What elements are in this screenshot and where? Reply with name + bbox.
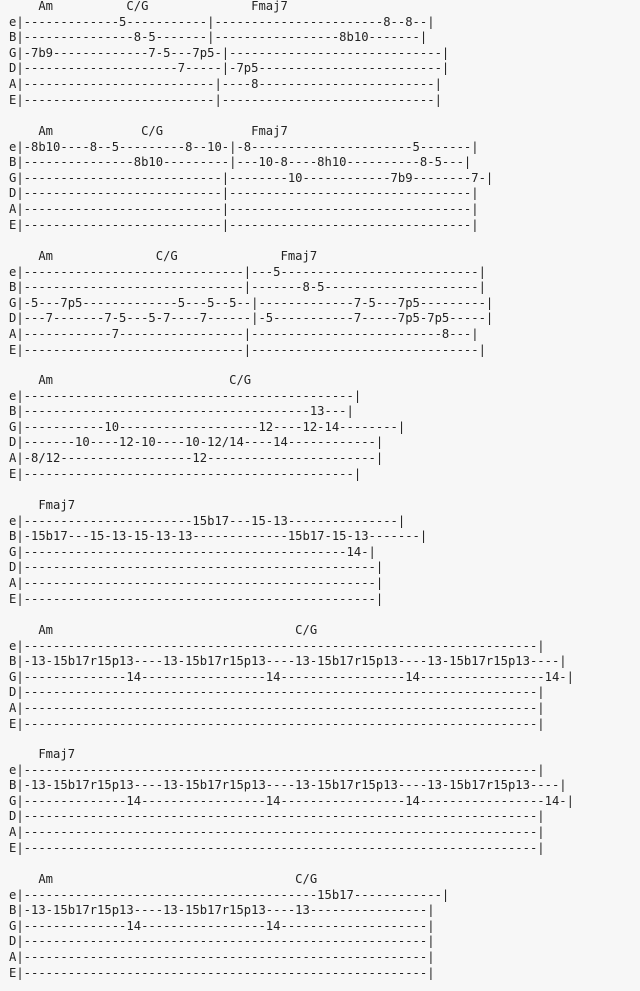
string-g: G|-7b9-------------7-5---7p5-|-----------------------------| <box>9 45 450 60</box>
string-b: B|------------------------------|-------8-5---------------------| <box>9 280 486 295</box>
string-e: e|----------------------------------------------------------------------| <box>9 762 545 777</box>
string-g: G|--------------14-----------------14-----------------14-----------------14-| <box>9 793 574 808</box>
string-g: G|-----------10-------------------12----12-14--------| <box>9 419 406 434</box>
string-a: A|-------------------------------------------------------| <box>9 949 435 964</box>
string-g: G|--------------------------------------------14-| <box>9 544 376 559</box>
string-d: D|---------------------------|---------------------------------| <box>9 186 479 201</box>
tab-block-7 <box>9 747 574 856</box>
string-low-e: E|-------------------------------------------------------| <box>9 965 435 980</box>
string-a: A|------------7-----------------|--------------------------8---| <box>9 326 479 341</box>
string-a: A|------------------------------------------------| <box>9 575 384 590</box>
tab-block-4 <box>9 373 405 482</box>
string-e: e|---------------------------------------------| <box>9 388 362 403</box>
string-a: A|-8/12------------------12-----------------------| <box>9 450 384 465</box>
string-g: G|--------------14-----------------14--------------------| <box>9 918 435 933</box>
string-a: A|---------------------------|---------------------------------| <box>9 201 479 216</box>
string-low-e: E|----------------------------------------------------------------------| <box>9 716 545 731</box>
string-low-e: E|------------------------------|-------------------------------| <box>9 342 486 357</box>
string-b: B|-13-15b17r15p13----13-15b17r15p13----13-15b17r15p13----13-15b17r15p13----| <box>9 778 567 793</box>
string-g: G|--------------14-----------------14-----------------14-----------------14-| <box>9 669 574 684</box>
chord-line: Am C/G <box>9 872 318 886</box>
chord-line: Fmaj7 <box>9 747 76 761</box>
tab-block-2 <box>9 124 493 233</box>
string-b: B|-13-15b17r15p13----13-15b17r15p13----13-15b17r15p13----13-15b17r15p13----| <box>9 654 567 669</box>
string-g: G|---------------------------|--------10------------7b9--------7-| <box>9 170 494 185</box>
string-low-e: E|----------------------------------------------------------------------| <box>9 840 545 855</box>
tab-block-5 <box>9 498 427 607</box>
string-e: e|----------------------------------------15b17------------| <box>9 887 450 902</box>
string-g: G|-5---7p5-------------5---5--5--|-------------7-5---7p5---------| <box>9 295 494 310</box>
string-b: B|-13-15b17r15p13----13-15b17r15p13----13----------------| <box>9 903 435 918</box>
string-e: e|-8b10----8--5---------8--10-|-8----------------------5-------| <box>9 139 479 154</box>
string-b: B|---------------8b10---------|---10-8----8h10----------8-5---| <box>9 155 472 170</box>
string-a: A|----------------------------------------------------------------------| <box>9 824 545 839</box>
chord-line: Am C/G Fmaj7 <box>9 249 318 263</box>
string-d: D|---------------------7-----|-7p5-------------------------| <box>9 61 450 76</box>
chord-line: Am C/G Fmaj7 <box>9 0 288 13</box>
string-d: D|------------------------------------------------| <box>9 560 384 575</box>
string-e: e|-----------------------15b17---15-13---------------| <box>9 513 406 528</box>
string-d: D|-------------------------------------------------------| <box>9 934 435 949</box>
chord-line: Am C/G <box>9 623 318 637</box>
string-e: e|------------------------------|---5---------------------------| <box>9 264 486 279</box>
string-low-e: E|--------------------------|-----------------------------| <box>9 92 442 107</box>
string-d: D|----------------------------------------------------------------------| <box>9 685 545 700</box>
tab-block-6 <box>9 623 574 732</box>
tab-block-1 <box>9 0 449 108</box>
tab-block-8 <box>9 872 449 981</box>
string-a: A|----------------------------------------------------------------------| <box>9 700 545 715</box>
string-low-e: E|---------------------------|---------------------------------| <box>9 217 479 232</box>
string-low-e: E|------------------------------------------------| <box>9 591 384 606</box>
string-d: D|---7-------7-5---5-7----7------|-5-----------7-----7p5-7p5-----| <box>9 311 494 326</box>
tab-block-3 <box>9 249 493 358</box>
string-b: B|-15b17---15-13-15-13-13-------------15b17-15-13-------| <box>9 529 428 544</box>
chord-line: Am C/G <box>9 373 252 387</box>
string-d: D|----------------------------------------------------------------------| <box>9 809 545 824</box>
string-b: B|---------------8-5-------|-----------------8b10-------| <box>9 30 428 45</box>
chord-line: Fmaj7 <box>9 498 76 512</box>
string-a: A|--------------------------|----8------------------------| <box>9 76 442 91</box>
string-low-e: E|---------------------------------------------| <box>9 466 362 481</box>
string-b: B|---------------------------------------13---| <box>9 404 354 419</box>
string-e: e|-------------5-----------|-----------------------8--8--| <box>9 14 435 29</box>
string-e: e|----------------------------------------------------------------------| <box>9 638 545 653</box>
chord-line: Am C/G Fmaj7 <box>9 124 288 138</box>
string-d: D|-------10----12-10----10-12/14----14------------| <box>9 435 384 450</box>
